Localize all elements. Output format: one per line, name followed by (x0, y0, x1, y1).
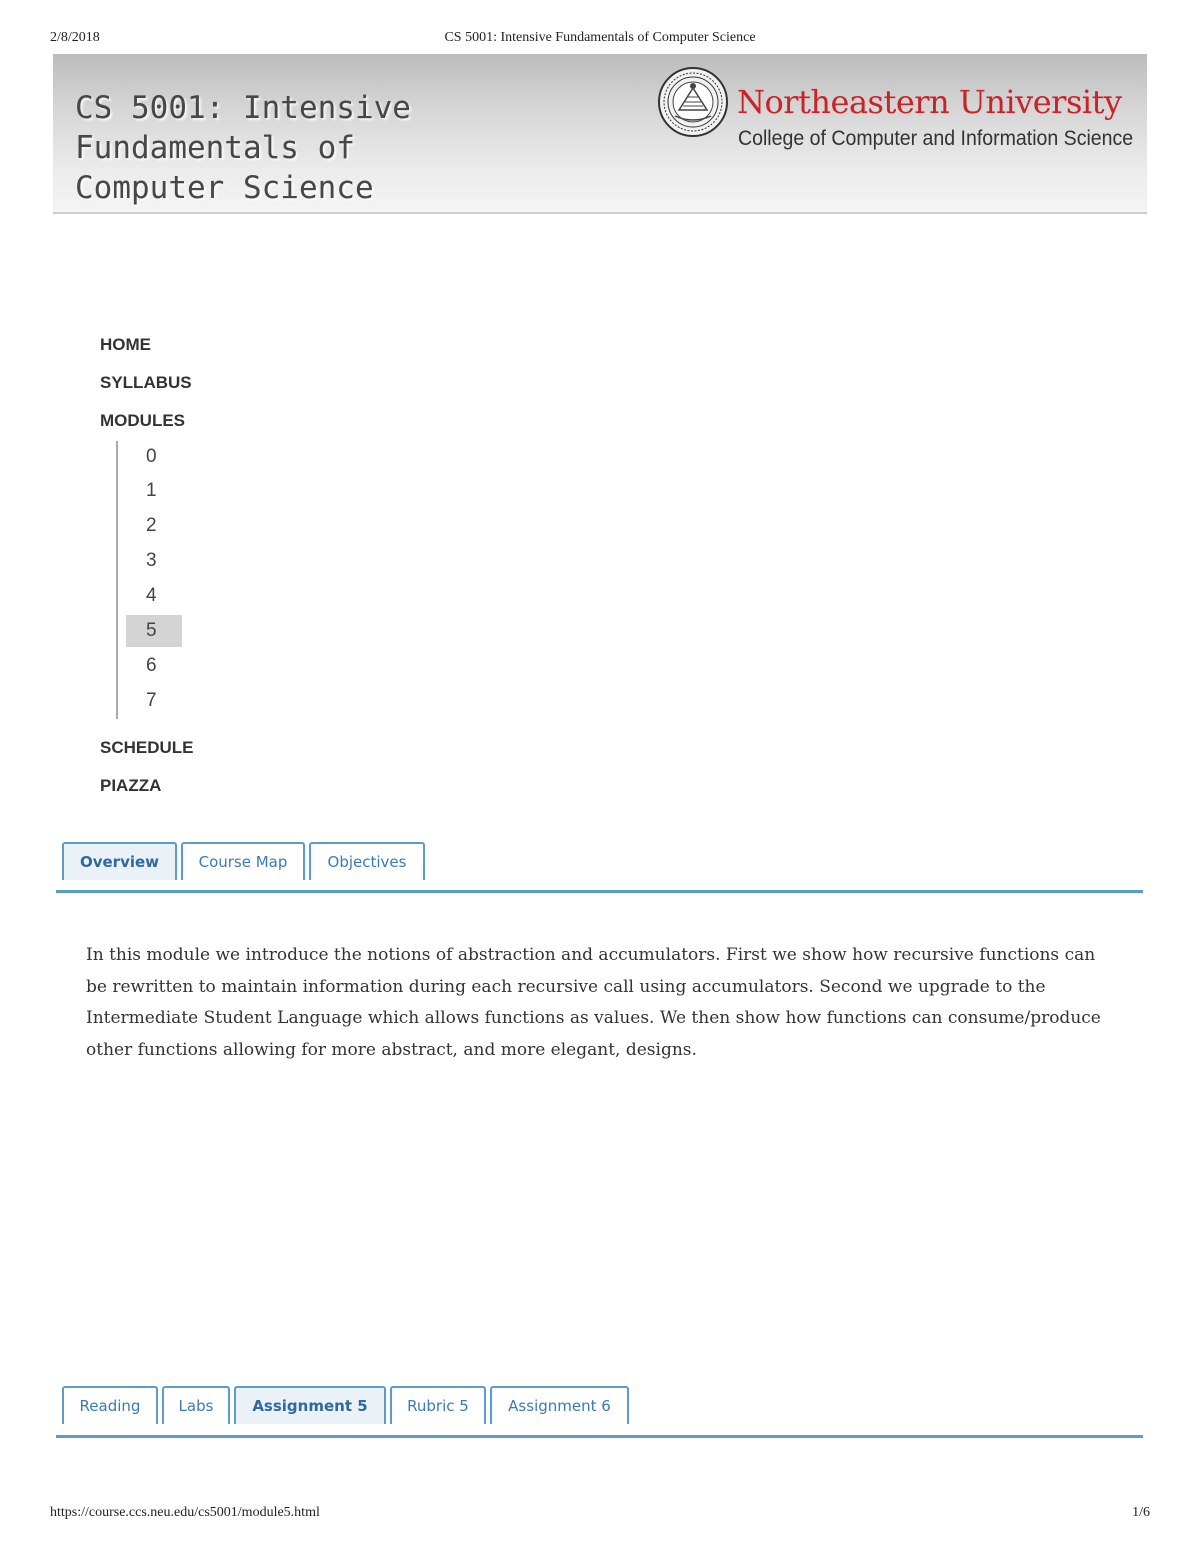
course-title-line-2: Fundamentals of (75, 130, 355, 166)
main-nav (100, 332, 192, 446)
course-title-line-3: Computer Science (75, 170, 374, 206)
tab-overview[interactable]: Overview (62, 842, 177, 880)
module-item-4[interactable]: 4 (146, 585, 157, 606)
tab-objectives[interactable]: Objectives (309, 842, 425, 880)
module-item-7[interactable]: 7 (146, 690, 157, 711)
print-footer (50, 1505, 1150, 1525)
university-name: Northeastern University (737, 83, 1122, 121)
module-item-0[interactable]: 0 (146, 446, 157, 467)
tab-labs[interactable]: Labs (162, 1386, 230, 1424)
print-doc-title: CS 5001: Intensive Fundamentals of Computer Science (444, 30, 756, 45)
course-title-line-1: CS 5001: Intensive (75, 90, 411, 126)
module-item-2[interactable]: 2 (146, 515, 157, 536)
nav-schedule[interactable]: SCHEDULE (100, 738, 194, 757)
college-name: College of Computer and Information Science (738, 127, 1134, 150)
bottom-tab-bar-divider (56, 1435, 1143, 1438)
print-date: 2/8/2018 (50, 30, 100, 45)
overview-text: In this module we introduce the notions of abstraction and accumulators. First we show how recursive functions can be rewritten to maintain information during each recursive call using accumulators. Second we upgrade to the Intermediate Student Language which allows functions as values. We then show how functions can consume/produce other functions allowing for more abstract, and more elegant, designs. (86, 945, 1101, 1060)
nav-modules[interactable]: MODULES (100, 411, 185, 430)
tab-assignment-5[interactable]: Assignment 5 (234, 1386, 386, 1424)
print-url: https://course.ccs.neu.edu/cs5001/module5.html (50, 1505, 320, 1520)
tab-rubric-5[interactable]: Rubric 5 (390, 1386, 486, 1424)
module-list (116, 441, 188, 719)
nav-piazza[interactable]: PIAZZA (100, 776, 162, 795)
university-seal-icon (657, 66, 729, 138)
nav-syllabus[interactable]: SYLLABUS (100, 373, 192, 392)
print-page-number: 1/6 (1132, 1505, 1150, 1520)
nav-home[interactable]: HOME (100, 335, 151, 354)
site-banner (53, 54, 1147, 214)
print-header (50, 30, 1150, 50)
secondary-nav (100, 735, 194, 811)
tab-reading[interactable]: Reading (62, 1386, 158, 1424)
module-item-1[interactable]: 1 (146, 480, 157, 501)
module-item-5[interactable]: 5 (126, 615, 182, 647)
tab-bar-divider (56, 890, 1143, 893)
tab-assignment-6[interactable]: Assignment 6 (490, 1386, 629, 1424)
module-item-3[interactable]: 3 (146, 550, 157, 571)
module-item-6[interactable]: 6 (146, 655, 157, 676)
tab-course-map[interactable]: Course Map (181, 842, 305, 880)
course-title (75, 88, 415, 208)
